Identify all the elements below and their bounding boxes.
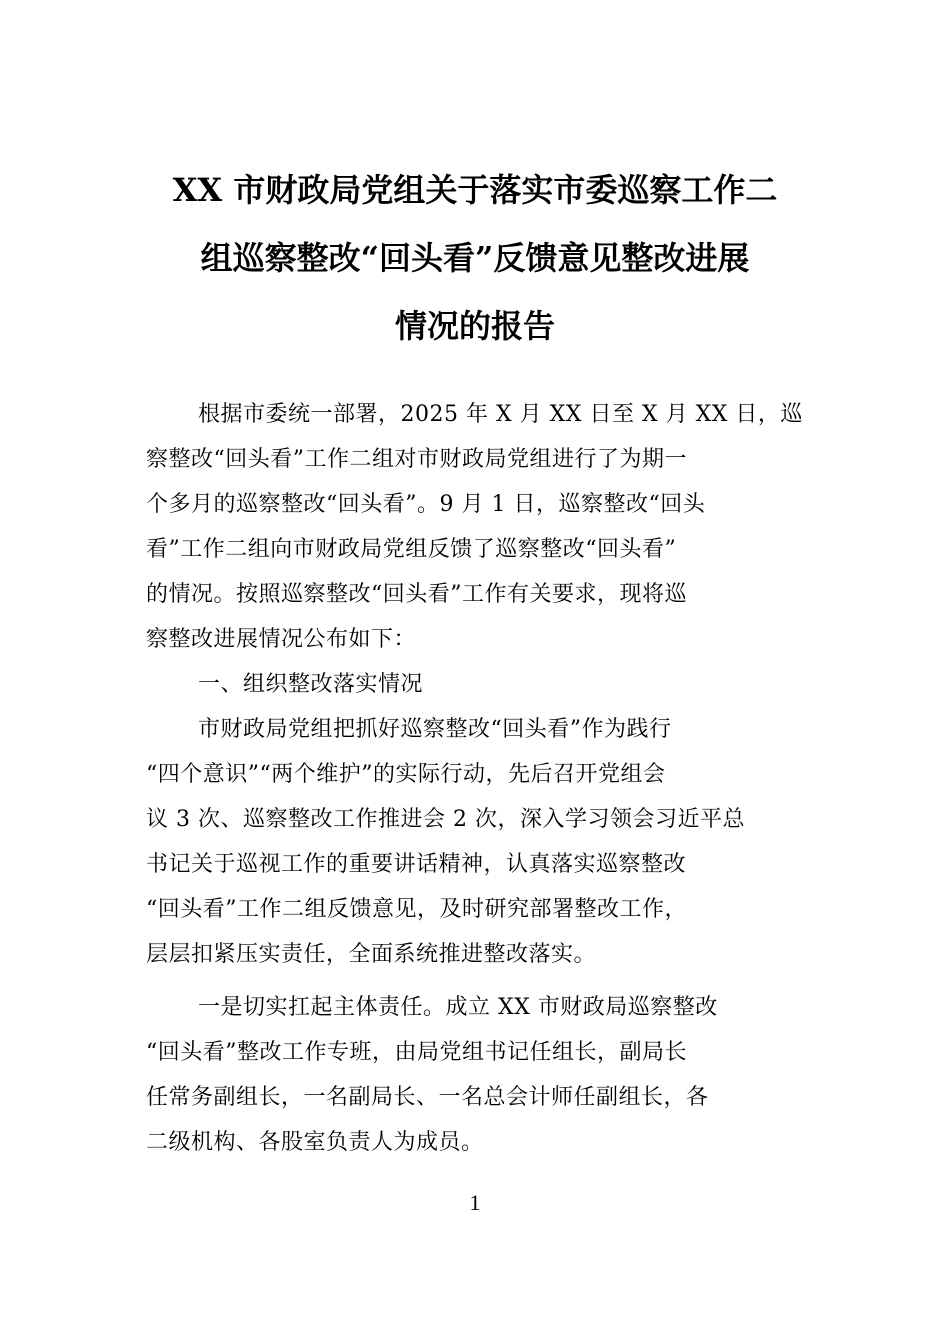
text-line: 的情况。按照巡察整改“回头看”工作有关要求，现将巡 [146, 582, 687, 607]
text-line: 议 3 次、巡察整改工作推进会 2 次，深入学习领会习近平总 [146, 807, 745, 832]
title-line: 组巡察整改“回头看”反馈意见整改进展 [200, 239, 750, 277]
text-line: 察整改进展情况公布如下： [146, 627, 417, 652]
text-line: 层层扣紧压实责任，全面系统推进整改落实。 [146, 942, 597, 967]
text-line: 看”工作二组向市财政局党组反馈了巡察整改“回头看” [146, 537, 677, 562]
text-line: “四个意识”“两个维护”的实际行动，先后召开党组会 [146, 762, 666, 787]
document-body [146, 392, 806, 1165]
document-title [140, 156, 810, 360]
text-line: 根据市委统一部署，2025 年 X 月 XX 日至 X 月 XX 日，巡 [198, 402, 803, 427]
text-line: 一是切实扛起主体责任。成立 XX 市财政局巡察整改 [198, 995, 718, 1020]
text-line: 市财政局党组把抓好巡察整改“回头看”作为践行 [198, 717, 672, 742]
text-line: 个多月的巡察整改“回头看”。9 月 1 日，巡察整改“回头 [146, 492, 706, 517]
text-line: 察整改“回头看”工作二组对市财政局党组进行了为期一 [146, 447, 687, 472]
text-line: 书记关于巡视工作的重要讲话精神，认真落实巡察整改 [146, 852, 687, 877]
paragraph-intro [146, 392, 806, 662]
title-line: XX 市财政局党组关于落实市委巡察工作二 [172, 171, 778, 209]
text-line: “回头看”整改工作专班，由局党组书记任组长，副局长 [146, 1040, 687, 1065]
section-heading: 一、组织整改落实情况 [198, 672, 424, 697]
text-line: “回头看”工作二组反馈意见，及时研究部署整改工作， [146, 897, 687, 922]
title-line: 情况的报告 [394, 307, 555, 345]
paragraph-organization [146, 707, 806, 977]
page-number: 1 [469, 1190, 481, 1215]
text-line: 二级机构、各股室负责人为成员。 [146, 1130, 484, 1155]
text-line: 任常务副组长，一名副局长、一名总会计师任副组长，各 [146, 1085, 709, 1110]
paragraph-responsibility [146, 985, 806, 1165]
